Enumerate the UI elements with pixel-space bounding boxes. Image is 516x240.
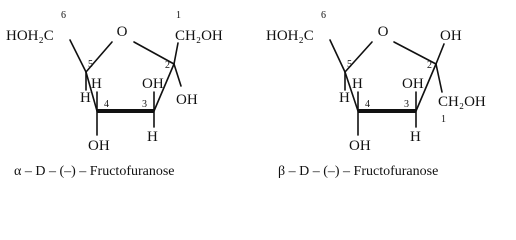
alpha-carbon-number-2: 2 xyxy=(165,60,170,71)
beta-carbon-number-6: 6 xyxy=(321,10,326,21)
alpha-carbon-number-4: 4 xyxy=(104,99,109,110)
beta-c4-oh: OH xyxy=(349,138,371,154)
beta-carbon-number-5: 5 xyxy=(347,59,352,70)
beta-c3-oh: OH xyxy=(402,76,424,92)
alpha-c3-h: H xyxy=(147,129,158,145)
alpha-ring-oxygen: O xyxy=(116,24,128,40)
alpha-carbon-number-5: 5 xyxy=(88,59,93,70)
alpha-c3-oh: OH xyxy=(142,76,164,92)
alpha-c2-top-group: CH₂OH xyxy=(175,28,223,44)
beta-c6-c5-bond xyxy=(330,40,345,72)
beta-c2-c1-bond xyxy=(436,64,442,92)
alpha-c4-h: H xyxy=(91,76,102,92)
beta-carbon-number-4: 4 xyxy=(365,99,370,110)
beta-fructofuranose-structure xyxy=(266,10,486,179)
beta-carbon-number-3: 3 xyxy=(404,99,409,110)
beta-c2-bottom-group: CH₂OH xyxy=(438,94,486,110)
alpha-c6-group: HOH₂C xyxy=(6,28,54,44)
alpha-c5-h: H xyxy=(80,90,91,106)
alpha-c2-bottom-group: OH xyxy=(176,92,198,108)
beta-ring-oxygen: O xyxy=(377,24,389,40)
beta-c3-h: H xyxy=(410,129,421,145)
beta-c6-group: HOH₂C xyxy=(266,28,314,44)
alpha-c2-c1-bond xyxy=(174,43,178,64)
beta-c2-top-group: OH xyxy=(440,28,462,44)
beta-carbon-number-2: 2 xyxy=(427,60,432,71)
alpha-c6-c5-bond xyxy=(70,40,86,72)
alpha-carbon-number-6: 6 xyxy=(61,10,66,21)
beta-caption: β – D – (–) – Fructofuranose xyxy=(278,164,439,179)
alpha-c2-oh-bond xyxy=(174,64,181,86)
alpha-carbon-number-1: 1 xyxy=(176,10,181,21)
beta-carbon-number-1: 1 xyxy=(441,114,446,125)
alpha-fructofuranose-structure xyxy=(6,10,223,179)
beta-c5-h: H xyxy=(339,90,350,106)
beta-c4-h: H xyxy=(352,76,363,92)
alpha-carbon-number-3: 3 xyxy=(142,99,147,110)
alpha-caption: α – D – (–) – Fructofuranose xyxy=(14,164,175,179)
alpha-c4-oh: OH xyxy=(88,138,110,154)
beta-c2-oh-bond xyxy=(436,44,444,64)
